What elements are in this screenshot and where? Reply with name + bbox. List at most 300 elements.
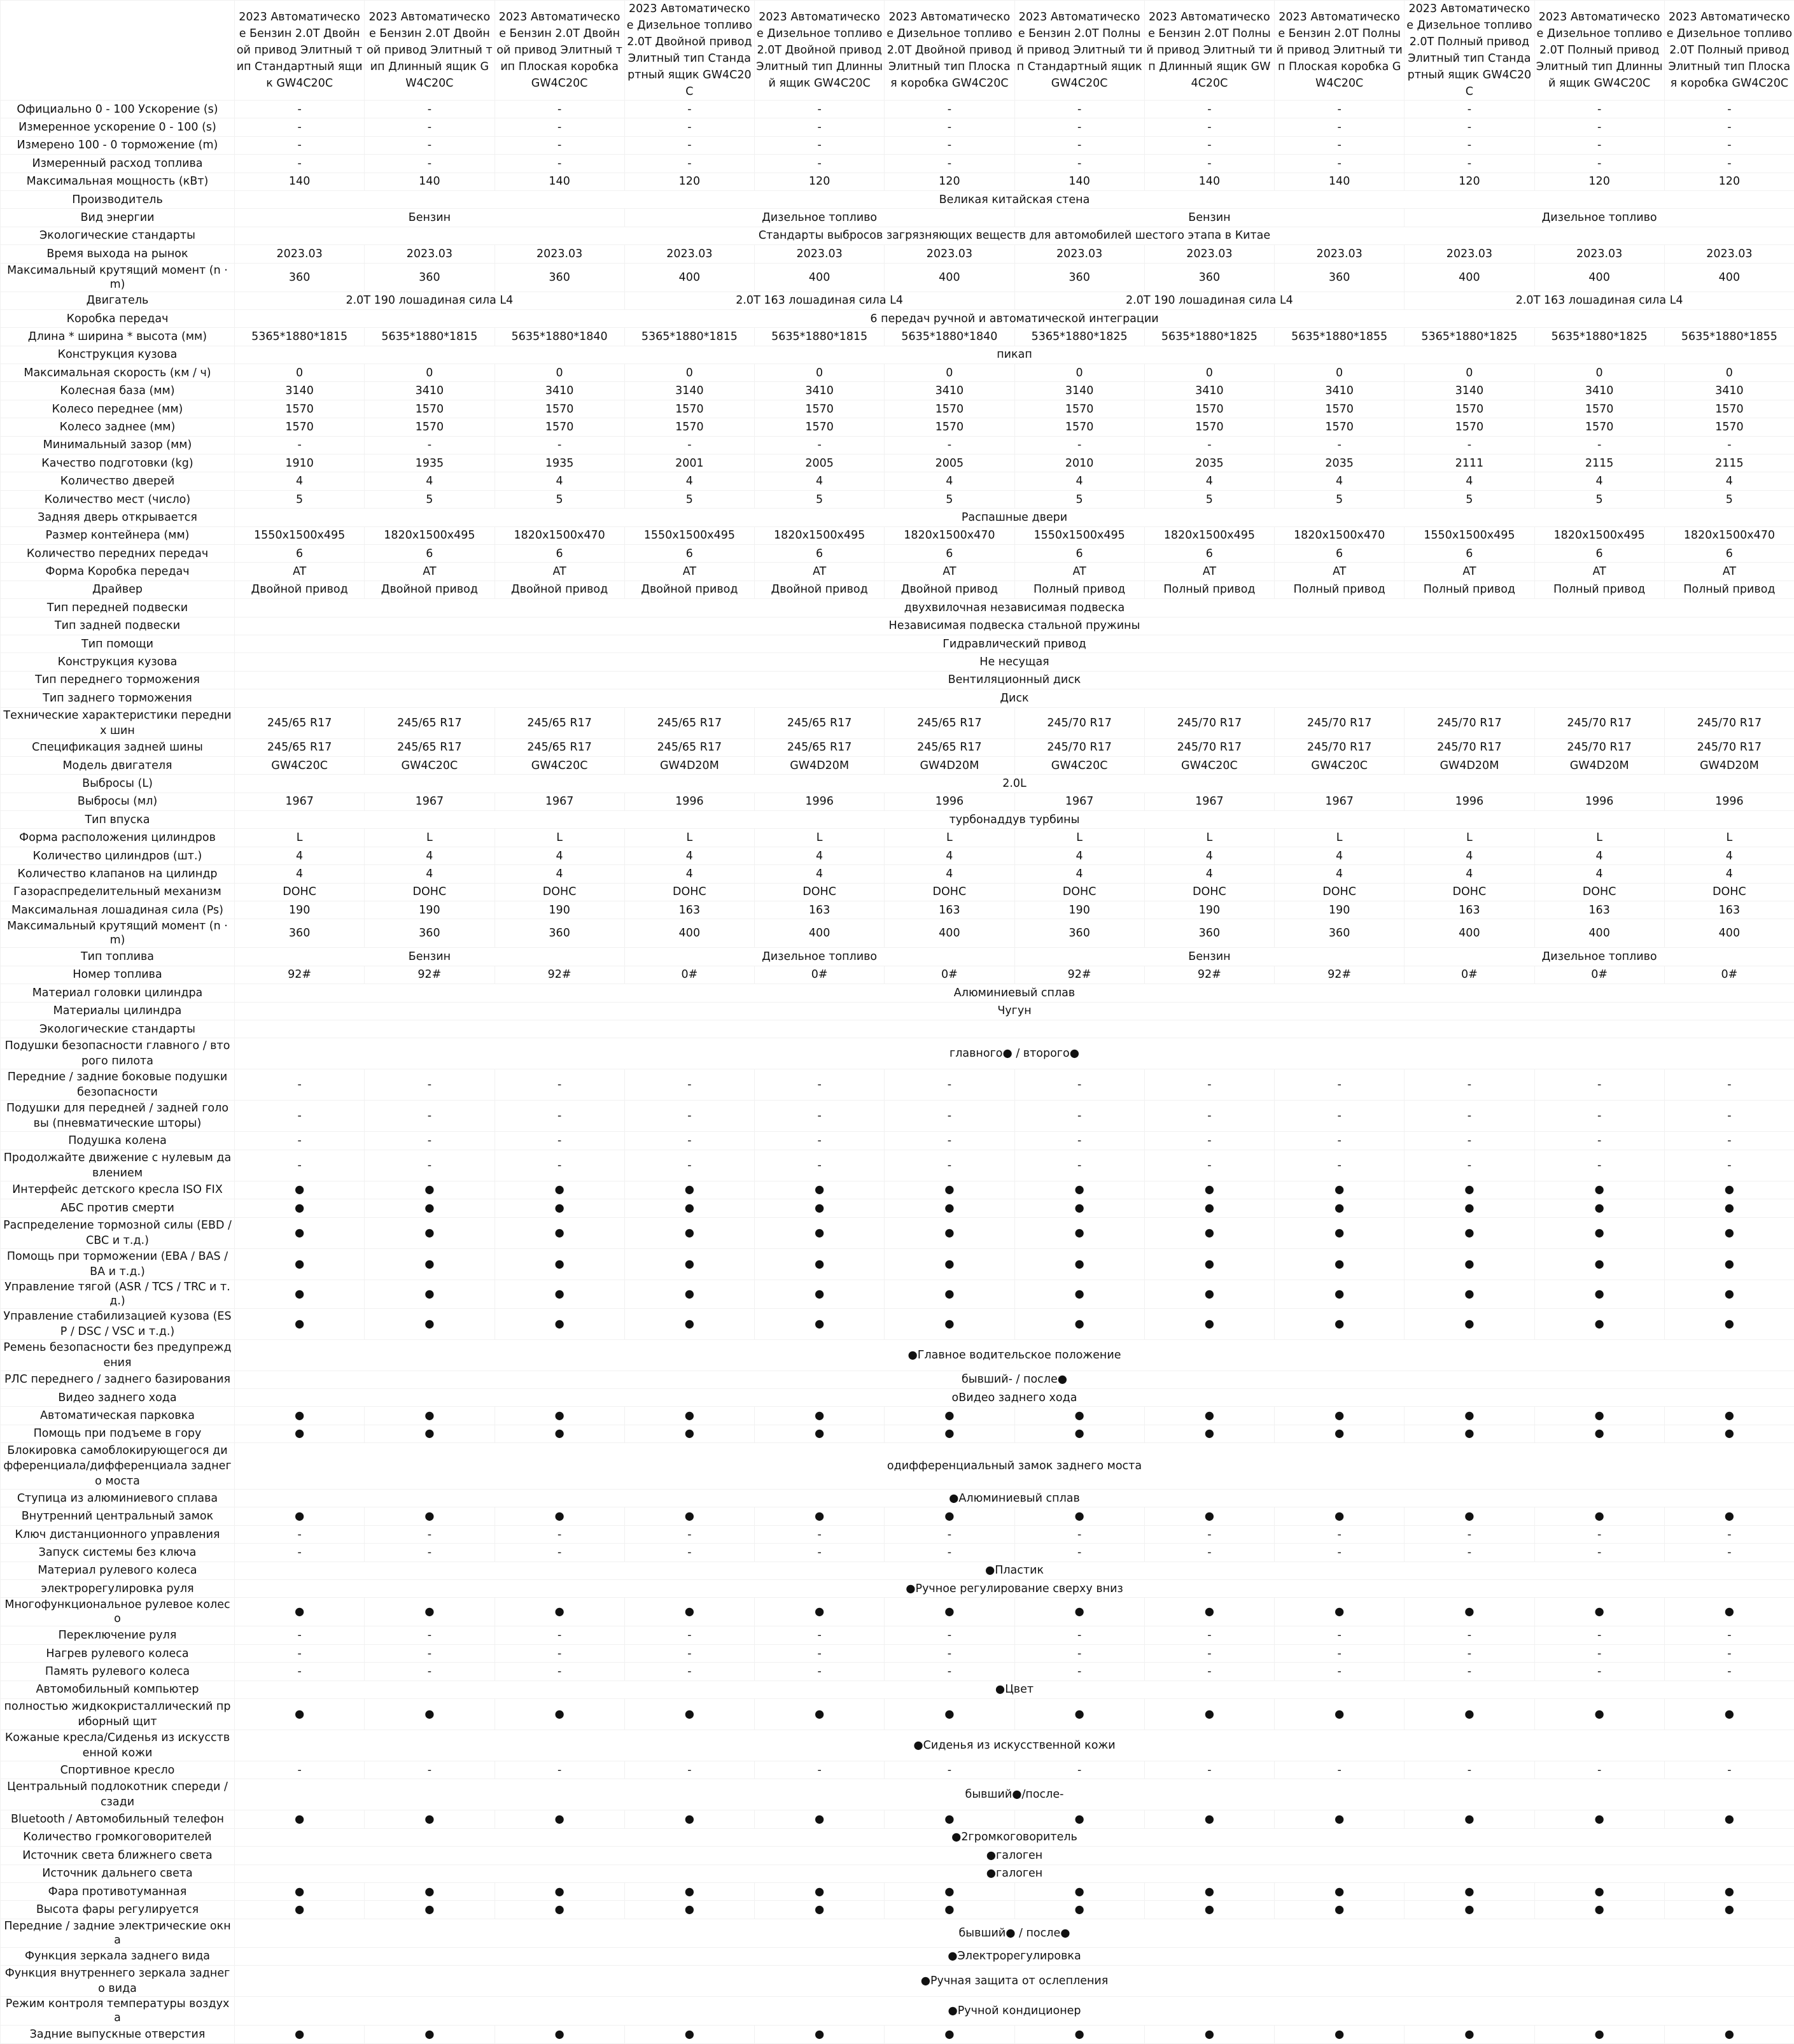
table-cell: 245/70 R17 bbox=[1144, 707, 1274, 738]
table-cell: 2023.03 bbox=[1405, 245, 1534, 263]
table-cell: ● bbox=[755, 1425, 885, 1442]
table-cell: 400 bbox=[1534, 263, 1664, 292]
table-cell: 1967 bbox=[235, 793, 365, 810]
table-cell: 2001 bbox=[624, 455, 754, 472]
table-cell: - bbox=[1664, 1663, 1794, 1681]
table-cell: - bbox=[365, 1626, 494, 1644]
row-label: Функция внутреннего зеркала заднего вида bbox=[1, 1966, 235, 1997]
table-cell: 6 bbox=[1144, 544, 1274, 562]
table-cell: AT bbox=[1664, 563, 1794, 581]
table-cell: - bbox=[624, 1069, 754, 1101]
table-row bbox=[1, 1882, 1794, 1900]
span-cell: ●галоген bbox=[235, 1864, 1794, 1882]
table-cell: ● bbox=[755, 1181, 885, 1199]
table-row bbox=[1, 865, 1794, 883]
table-cell: 2111 bbox=[1405, 455, 1534, 472]
table-row bbox=[1, 901, 1794, 919]
column-header: 2023 Автоматическое Бензин 2.0T Двойной привод Элитный тип Длинный ящик GW4C20C bbox=[365, 1, 494, 101]
row-label: Тип топлива bbox=[1, 948, 235, 966]
table-cell: - bbox=[494, 1525, 624, 1543]
span-cell: Диск bbox=[235, 689, 1794, 707]
table-cell: ● bbox=[1014, 1217, 1144, 1248]
table-row bbox=[1, 1101, 1794, 1132]
table-cell: Полный привод bbox=[1144, 581, 1274, 598]
table-cell: ● bbox=[365, 1199, 494, 1217]
table-cell: 245/65 R17 bbox=[235, 738, 365, 756]
row-label: Тип переднего торможения bbox=[1, 671, 235, 689]
table-cell: - bbox=[1275, 118, 1405, 136]
table-cell: 0 bbox=[1144, 364, 1274, 382]
table-cell: 3140 bbox=[624, 382, 754, 400]
row-label: Ремень безопасности без предупреждения bbox=[1, 1339, 235, 1371]
table-cell: 3410 bbox=[885, 382, 1014, 400]
table-cell: ● bbox=[1405, 1810, 1534, 1828]
table-cell: - bbox=[1275, 136, 1405, 154]
table-cell: ● bbox=[1014, 1199, 1144, 1217]
table-cell: ● bbox=[365, 1407, 494, 1425]
span-cell: главного● / второго● bbox=[235, 1038, 1794, 1069]
table-cell: ● bbox=[494, 1181, 624, 1199]
table-cell: - bbox=[1275, 1150, 1405, 1181]
row-label: Измерено 100 - 0 торможение (m) bbox=[1, 136, 235, 154]
table-row bbox=[1, 155, 1794, 173]
row-label: Распределение тормозной силы (EBD / CBC и т.д.) bbox=[1, 1217, 235, 1248]
table-cell: 5 bbox=[235, 490, 365, 508]
table-cell: ● bbox=[1534, 1810, 1664, 1828]
span-cell: бывший●/после- bbox=[235, 1779, 1794, 1810]
table-cell: ● bbox=[1014, 1425, 1144, 1442]
table-cell: - bbox=[235, 1150, 365, 1181]
row-label: Длина * ширина * высота (мм) bbox=[1, 328, 235, 346]
table-cell: - bbox=[624, 101, 754, 118]
table-cell: GW4D20M bbox=[755, 756, 885, 774]
table-cell: - bbox=[235, 1626, 365, 1644]
table-cell: ● bbox=[365, 1217, 494, 1248]
span-cell: ●галоген bbox=[235, 1847, 1794, 1864]
table-cell: - bbox=[1405, 118, 1534, 136]
table-cell: - bbox=[1534, 101, 1664, 118]
row-label: Драйвер bbox=[1, 581, 235, 598]
table-cell: - bbox=[365, 1150, 494, 1181]
row-label: Размер контейнера (мм) bbox=[1, 526, 235, 544]
table-cell: 2005 bbox=[755, 455, 885, 472]
row-label: Выбросы (L) bbox=[1, 775, 235, 793]
table-cell: 0 bbox=[885, 364, 1014, 382]
table-cell: - bbox=[1664, 136, 1794, 154]
table-row bbox=[1, 883, 1794, 901]
table-cell: ● bbox=[1664, 1882, 1794, 1900]
table-cell: 4 bbox=[494, 847, 624, 864]
table-row bbox=[1, 1730, 1794, 1761]
table-cell: ● bbox=[755, 1279, 885, 1308]
table-cell: 245/70 R17 bbox=[1405, 707, 1534, 738]
table-cell: 4 bbox=[365, 847, 494, 864]
table-cell: 360 bbox=[1144, 263, 1274, 292]
table-cell: Полный привод bbox=[1534, 581, 1664, 598]
table-cell: DOHC bbox=[1275, 883, 1405, 901]
table-cell: 1967 bbox=[365, 793, 494, 810]
spec-body bbox=[1, 101, 1794, 2044]
row-label: Форма Коробка передач bbox=[1, 563, 235, 581]
table-cell: - bbox=[1534, 436, 1664, 454]
table-cell: 2005 bbox=[885, 455, 1014, 472]
table-cell: ● bbox=[1405, 1217, 1534, 1248]
table-cell: 1570 bbox=[755, 418, 885, 436]
table-cell: 245/65 R17 bbox=[494, 707, 624, 738]
span-cell: Распашные двери bbox=[235, 509, 1794, 526]
table-cell: ● bbox=[1275, 1248, 1405, 1279]
table-row bbox=[1, 1038, 1794, 1069]
table-cell: 190 bbox=[1144, 901, 1274, 919]
table-row bbox=[1, 1901, 1794, 1919]
table-cell: - bbox=[1014, 1069, 1144, 1101]
table-cell: - bbox=[1014, 1761, 1144, 1779]
row-label: Модель двигателя bbox=[1, 756, 235, 774]
table-cell: - bbox=[235, 1544, 365, 1561]
row-label: Блокировка самоблокирующегося дифференциала/дифференциала заднего моста bbox=[1, 1443, 235, 1490]
table-cell: 4 bbox=[365, 472, 494, 490]
table-cell: 163 bbox=[885, 901, 1014, 919]
table-cell: AT bbox=[1144, 563, 1274, 581]
column-header: 2023 Автоматическое Бензин 2.0T Двойной привод Элитный тип Плоская коробка GW4C20C bbox=[494, 1, 624, 101]
table-cell: ● bbox=[1014, 1308, 1144, 1339]
table-row bbox=[1, 209, 1794, 227]
row-label: Запуск системы без ключа bbox=[1, 1544, 235, 1561]
span-cell: ●Ручная защита от ослепления bbox=[235, 1966, 1794, 1997]
group-cell: Дизельное топливо bbox=[1405, 209, 1794, 227]
table-cell: ● bbox=[885, 1248, 1014, 1279]
row-label: Максимальный крутящий момент (n · m) bbox=[1, 919, 235, 948]
table-cell: 5 bbox=[1275, 490, 1405, 508]
table-cell: 400 bbox=[624, 919, 754, 948]
table-row bbox=[1, 1308, 1794, 1339]
table-cell: ● bbox=[1144, 1507, 1274, 1525]
span-cell: одифференциальный замок заднего моста bbox=[235, 1443, 1794, 1490]
table-cell: 4 bbox=[885, 472, 1014, 490]
group-cell: 2.0T 190 лошадиная сила L4 bbox=[1014, 292, 1405, 309]
table-cell: - bbox=[1144, 1525, 1274, 1543]
table-cell: - bbox=[235, 1663, 365, 1681]
table-cell: DOHC bbox=[885, 883, 1014, 901]
table-row bbox=[1, 1544, 1794, 1561]
table-cell: 1967 bbox=[1014, 793, 1144, 810]
table-cell: ● bbox=[494, 1199, 624, 1217]
table-cell: 400 bbox=[885, 919, 1014, 948]
table-cell: ● bbox=[624, 1199, 754, 1217]
table-cell: ● bbox=[1014, 2026, 1144, 2043]
table-cell: ● bbox=[885, 1901, 1014, 1919]
table-cell: ● bbox=[885, 1308, 1014, 1339]
table-cell: 1820x1500x495 bbox=[755, 526, 885, 544]
table-cell: - bbox=[365, 101, 494, 118]
table-cell: AT bbox=[235, 563, 365, 581]
row-label: Коробка передач bbox=[1, 309, 235, 327]
table-cell: 4 bbox=[885, 865, 1014, 883]
row-label: Подушка колена bbox=[1, 1132, 235, 1150]
table-cell: - bbox=[885, 1626, 1014, 1644]
table-cell: ● bbox=[755, 1598, 885, 1626]
table-cell: DOHC bbox=[1405, 883, 1534, 901]
table-cell: 5 bbox=[1144, 490, 1274, 508]
table-cell: - bbox=[1534, 1644, 1664, 1662]
group-cell: 2.0T 163 лошадиная сила L4 bbox=[1405, 292, 1794, 309]
table-cell: Двойной привод bbox=[885, 581, 1014, 598]
table-cell: 1820x1500x495 bbox=[365, 526, 494, 544]
table-cell: - bbox=[1014, 1626, 1144, 1644]
group-cell: Бензин bbox=[1014, 209, 1405, 227]
table-cell: 245/70 R17 bbox=[1664, 707, 1794, 738]
table-cell: - bbox=[235, 1525, 365, 1543]
table-cell: 5365*1880*1815 bbox=[624, 328, 754, 346]
table-cell: - bbox=[1144, 1069, 1274, 1101]
table-cell: 5635*1880*1825 bbox=[1534, 328, 1664, 346]
table-cell: DOHC bbox=[1534, 883, 1664, 901]
span-cell: Чугун bbox=[235, 1002, 1794, 1020]
group-cell: 2.0T 163 лошадиная сила L4 bbox=[624, 292, 1014, 309]
table-cell: ● bbox=[494, 1425, 624, 1442]
table-row bbox=[1, 1997, 1794, 2026]
table-cell: ● bbox=[1144, 2026, 1274, 2043]
table-row bbox=[1, 364, 1794, 382]
column-header: 2023 Автоматическое Дизельное топливо 2.0T Полный привод Элитный тип Длинный ящик GW4C20C bbox=[1534, 1, 1664, 101]
table-cell: 2023.03 bbox=[235, 245, 365, 263]
table-cell: - bbox=[1144, 1626, 1274, 1644]
table-cell: 245/65 R17 bbox=[755, 738, 885, 756]
table-cell: 0 bbox=[1664, 364, 1794, 382]
table-cell: - bbox=[365, 118, 494, 136]
table-row bbox=[1, 1598, 1794, 1626]
row-label: Тип передней подвески bbox=[1, 599, 235, 617]
table-cell: 6 bbox=[365, 544, 494, 562]
table-cell: - bbox=[885, 1544, 1014, 1561]
table-cell: - bbox=[365, 136, 494, 154]
table-cell: ● bbox=[1405, 1699, 1534, 1730]
table-row bbox=[1, 1779, 1794, 1810]
table-cell: 2115 bbox=[1664, 455, 1794, 472]
table-cell: ● bbox=[624, 2026, 754, 2043]
table-cell: - bbox=[1144, 1761, 1274, 1779]
table-cell: ● bbox=[624, 1699, 754, 1730]
table-cell: 5635*1880*1840 bbox=[494, 328, 624, 346]
table-cell: - bbox=[755, 136, 885, 154]
span-cell bbox=[235, 1020, 1794, 1038]
table-cell: ● bbox=[494, 1810, 624, 1828]
table-row bbox=[1, 1699, 1794, 1730]
table-cell: AT bbox=[624, 563, 754, 581]
table-cell: - bbox=[624, 1663, 754, 1681]
table-cell: - bbox=[1405, 1544, 1534, 1561]
table-row bbox=[1, 1339, 1794, 1371]
table-cell: - bbox=[1014, 1150, 1144, 1181]
group-cell: Бензин bbox=[235, 209, 625, 227]
table-cell: AT bbox=[1275, 563, 1405, 581]
table-cell: 1570 bbox=[1534, 418, 1664, 436]
table-cell: 245/70 R17 bbox=[1405, 738, 1534, 756]
group-cell: Дизельное топливо bbox=[624, 948, 1014, 966]
table-cell: 1570 bbox=[1275, 418, 1405, 436]
table-cell: - bbox=[1405, 1525, 1534, 1543]
table-cell: - bbox=[1534, 1626, 1664, 1644]
table-cell: Двойной привод bbox=[624, 581, 754, 598]
table-cell: 1996 bbox=[755, 793, 885, 810]
table-cell: - bbox=[494, 1626, 624, 1644]
table-cell: ● bbox=[1664, 1199, 1794, 1217]
table-cell: ● bbox=[365, 1248, 494, 1279]
row-label: Источник дальнего света bbox=[1, 1864, 235, 1882]
span-cell: двухвилочная независимая подвеска bbox=[235, 599, 1794, 617]
row-label: Помощь при подъеме в гору bbox=[1, 1425, 235, 1442]
table-cell: 1967 bbox=[1275, 793, 1405, 810]
column-header: 2023 Автоматическое Бензин 2.0T Полный привод Элитный тип Длинный ящик GW4C20C bbox=[1144, 1, 1274, 101]
table-cell: - bbox=[365, 1132, 494, 1150]
table-cell: ● bbox=[1534, 1901, 1664, 1919]
table-cell: 5 bbox=[1405, 490, 1534, 508]
table-cell: - bbox=[1275, 155, 1405, 173]
table-row bbox=[1, 509, 1794, 526]
table-cell: ● bbox=[1664, 1181, 1794, 1199]
row-label: Тип заднего торможения bbox=[1, 689, 235, 707]
table-cell: 1570 bbox=[1534, 400, 1664, 418]
table-cell: - bbox=[1405, 136, 1534, 154]
table-cell: - bbox=[1144, 1544, 1274, 1561]
table-cell: 245/70 R17 bbox=[1014, 738, 1144, 756]
table-row bbox=[1, 617, 1794, 635]
table-cell: 4 bbox=[624, 472, 754, 490]
table-cell: - bbox=[1014, 436, 1144, 454]
row-label: Материал головки цилиндра bbox=[1, 984, 235, 1002]
row-label: Максимальная мощность (кВт) bbox=[1, 173, 235, 190]
table-cell: L bbox=[624, 829, 754, 847]
table-cell: 5 bbox=[1014, 490, 1144, 508]
table-cell: - bbox=[1664, 1626, 1794, 1644]
table-row bbox=[1, 1561, 1794, 1579]
table-cell: ● bbox=[624, 1181, 754, 1199]
table-cell: 3410 bbox=[365, 382, 494, 400]
row-label: Задние выпускные отверстия bbox=[1, 2026, 235, 2043]
column-header: 2023 Автоматическое Бензин 2.0T Двойной привод Элитный тип Стандартный ящик GW4C20C bbox=[235, 1, 365, 101]
row-label: Многофункциональное рулевое колесо bbox=[1, 1598, 235, 1626]
table-cell: 3410 bbox=[1144, 382, 1274, 400]
table-cell: ● bbox=[1534, 1882, 1664, 1900]
table-row bbox=[1, 418, 1794, 436]
table-row bbox=[1, 948, 1794, 966]
table-cell: - bbox=[1275, 1663, 1405, 1681]
table-cell: ● bbox=[235, 1279, 365, 1308]
table-cell: ● bbox=[755, 1882, 885, 1900]
table-cell: 245/65 R17 bbox=[755, 707, 885, 738]
table-cell: - bbox=[755, 1544, 885, 1561]
table-cell: 1570 bbox=[1664, 418, 1794, 436]
table-row bbox=[1, 190, 1794, 208]
row-label: Номер топлива bbox=[1, 966, 235, 983]
table-cell: 2023.03 bbox=[1275, 245, 1405, 263]
table-cell: ● bbox=[1664, 1279, 1794, 1308]
table-cell: Полный привод bbox=[1014, 581, 1144, 598]
row-label: Материал рулевого колеса bbox=[1, 1561, 235, 1579]
table-cell: 4 bbox=[1275, 472, 1405, 490]
row-label: Экологические стандарты bbox=[1, 1020, 235, 1038]
row-label: Автомобильный компьютер bbox=[1, 1681, 235, 1698]
table-cell: ● bbox=[624, 1279, 754, 1308]
table-row bbox=[1, 1388, 1794, 1406]
row-label: Качество подготовки (kg) bbox=[1, 455, 235, 472]
row-label: Функция зеркала заднего вида bbox=[1, 1947, 235, 1965]
table-cell: 2010 bbox=[1014, 455, 1144, 472]
row-label: Материалы цилиндра bbox=[1, 1002, 235, 1020]
table-cell: ● bbox=[755, 1407, 885, 1425]
table-cell: ● bbox=[494, 1598, 624, 1626]
table-row bbox=[1, 1443, 1794, 1490]
table-cell: - bbox=[365, 436, 494, 454]
table-cell: 400 bbox=[885, 263, 1014, 292]
table-cell: - bbox=[1275, 1525, 1405, 1543]
table-cell: ● bbox=[1664, 1217, 1794, 1248]
table-row bbox=[1, 635, 1794, 652]
table-cell: ● bbox=[235, 1308, 365, 1339]
table-cell: - bbox=[1534, 1150, 1664, 1181]
row-label: Максимальная лошадиная сила (Ps) bbox=[1, 901, 235, 919]
row-label: Тип впуска bbox=[1, 811, 235, 829]
column-header: 2023 Автоматическое Дизельное топливо 2.0T Полный привод Элитный тип Стандартный ящик GW4C20C bbox=[1405, 1, 1534, 101]
table-cell: 120 bbox=[755, 173, 885, 190]
table-cell: DOHC bbox=[755, 883, 885, 901]
table-cell: - bbox=[1275, 1544, 1405, 1561]
table-cell: ● bbox=[1664, 1407, 1794, 1425]
table-cell: ● bbox=[1275, 2026, 1405, 2043]
table-cell: 360 bbox=[1014, 919, 1144, 948]
table-cell: ● bbox=[1664, 1810, 1794, 1828]
group-cell: Бензин bbox=[235, 948, 625, 966]
table-cell: 0 bbox=[1275, 364, 1405, 382]
table-cell: L bbox=[1664, 829, 1794, 847]
table-cell: ● bbox=[885, 2026, 1014, 2043]
table-row bbox=[1, 1847, 1794, 1864]
table-row bbox=[1, 707, 1794, 738]
table-row bbox=[1, 1371, 1794, 1388]
table-cell: ● bbox=[1534, 1217, 1664, 1248]
table-cell: - bbox=[494, 155, 624, 173]
table-cell: 4 bbox=[1534, 472, 1664, 490]
table-cell: 1996 bbox=[1664, 793, 1794, 810]
table-cell: Двойной привод bbox=[235, 581, 365, 598]
table-cell: 245/70 R17 bbox=[1534, 707, 1664, 738]
table-cell: ● bbox=[1144, 1425, 1274, 1442]
table-cell: 140 bbox=[235, 173, 365, 190]
table-cell: 5635*1880*1855 bbox=[1664, 328, 1794, 346]
table-cell: - bbox=[755, 1626, 885, 1644]
table-cell: ● bbox=[1664, 1901, 1794, 1919]
table-cell: L bbox=[494, 829, 624, 847]
table-cell: - bbox=[885, 101, 1014, 118]
table-cell: 92# bbox=[1144, 966, 1274, 983]
table-cell: - bbox=[494, 1132, 624, 1150]
table-cell: ● bbox=[235, 1248, 365, 1279]
row-label: Продолжайте движение с нулевым давлением bbox=[1, 1150, 235, 1181]
table-cell: - bbox=[1664, 101, 1794, 118]
table-cell: 1996 bbox=[1405, 793, 1534, 810]
table-cell: - bbox=[1144, 1663, 1274, 1681]
table-cell: 4 bbox=[235, 847, 365, 864]
table-row bbox=[1, 919, 1794, 948]
table-cell: - bbox=[1534, 155, 1664, 173]
table-row bbox=[1, 1919, 1794, 1947]
table-cell: - bbox=[1405, 1069, 1534, 1101]
table-cell: 1996 bbox=[1534, 793, 1664, 810]
table-cell: 400 bbox=[1664, 919, 1794, 948]
table-cell: ● bbox=[1534, 1407, 1664, 1425]
table-cell: 360 bbox=[1144, 919, 1274, 948]
row-label: Автоматическая парковка bbox=[1, 1407, 235, 1425]
